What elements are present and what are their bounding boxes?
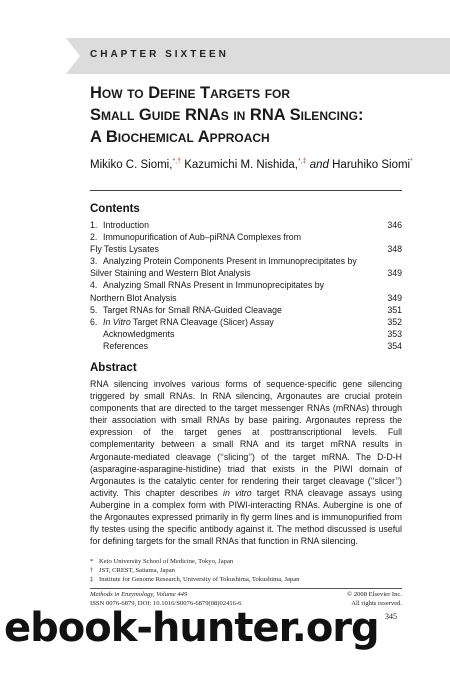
- toc-title: Analyzing Protein Components Present in Immunoprecipitates by: [103, 256, 357, 267]
- toc-entry: [90, 231, 402, 243]
- chapter-banner-notch: [66, 38, 80, 74]
- author-name: Kazumichi M. Nishida,: [184, 158, 298, 171]
- toc-entry: [90, 219, 402, 231]
- toc-number: 4.: [90, 280, 98, 291]
- toc-number: 1.: [90, 220, 98, 230]
- footnotes: [90, 557, 402, 584]
- abstract-italic: in vitro: [223, 487, 252, 498]
- footnote: [90, 566, 402, 575]
- toc-page: 353: [387, 328, 402, 339]
- toc-title: Analyzing Small RNAs Present in Immunoprecipitates by: [103, 280, 324, 291]
- author-name: Mikiko C. Siomi,: [90, 158, 173, 171]
- rights: All rights reserved.: [351, 599, 402, 607]
- toc-title: Target RNA Cleavage (Slicer) Assay: [130, 316, 274, 327]
- footnote-mark: †: [90, 567, 94, 574]
- toc-page: 351: [387, 304, 402, 315]
- affiliation-marks: *: [410, 158, 413, 165]
- chapter-title: [90, 82, 430, 148]
- toc-page: 352: [387, 316, 402, 327]
- page-number: 345: [385, 612, 397, 621]
- toc-page: 346: [387, 220, 402, 230]
- toc-entry: [90, 243, 402, 255]
- toc-entry: [90, 316, 402, 328]
- toc-title: Silver Staining and Western Blot Analysis: [90, 268, 251, 279]
- toc-entry: [90, 328, 402, 340]
- toc-title: Fly Testis Lysates: [90, 244, 159, 255]
- toc-entry: [90, 292, 402, 304]
- journal-volume: Methods in Enzymology, Volume 449: [90, 591, 188, 598]
- toc-title: Target RNAs for Small RNA-Guided Cleavage: [103, 304, 282, 315]
- footer-divider: [90, 588, 402, 589]
- title-line: Small Guide RNAs in RNA Silencing:: [90, 106, 364, 124]
- footnote-text: JST, CREST, Saitama, Japan: [99, 567, 175, 574]
- toc-number: 2.: [90, 232, 98, 243]
- chapter-label: CHAPTER SIXTEEN: [90, 49, 229, 60]
- toc-title: Introduction: [103, 220, 149, 230]
- toc-number: 3.: [90, 256, 98, 267]
- toc-number: 6.: [90, 316, 98, 327]
- author-name: Haruhiko Siomi: [332, 158, 411, 171]
- toc-entry: [90, 255, 402, 267]
- toc-entry: [90, 304, 402, 316]
- toc-page: 349: [387, 268, 402, 279]
- title-line: How to Define Targets for: [90, 84, 291, 102]
- issn-doi: ISSN 0076-6879, DOI: 10.1016/S0076-6879(08)02416-6: [90, 599, 242, 607]
- toc-title: Acknowledgments: [103, 328, 175, 339]
- toc-page: 349: [387, 292, 402, 303]
- watermark: ebook-hunter.org: [4, 605, 379, 651]
- toc-entry: [90, 279, 402, 291]
- toc-title: References: [103, 340, 148, 351]
- journal-row: [90, 591, 402, 600]
- title-line: A Biochemical Approach: [90, 128, 270, 146]
- toc-number: 5.: [90, 304, 98, 315]
- toc-title-italic: In Vitro: [103, 316, 131, 327]
- abstract-heading: Abstract: [90, 362, 137, 374]
- toc-entry: [90, 340, 402, 352]
- footnote-mark: *: [90, 558, 94, 565]
- toc-page: 348: [387, 244, 402, 255]
- abstract-text: target RNA cleavage assays using Aubergine in a complex form with PIWI-interacting RNAs. Aubergine is one of the Argonautes expressed primarily in fly germ lines and is immunopurified from fly testes using the specific antibody against it. The method discussed is useful for defining targets for the small RNAs that function in RNA silencing.: [90, 487, 402, 547]
- footnote-mark: ‡: [90, 576, 94, 583]
- author-conjunction: and: [309, 158, 329, 171]
- contents-heading: Contents: [90, 203, 140, 215]
- copyright: © 2008 Elsevier Inc.: [347, 591, 402, 598]
- toc-page: 354: [387, 340, 402, 351]
- footnote: [90, 575, 402, 584]
- abstract-body: [90, 378, 402, 547]
- affiliation-marks: *,†: [172, 158, 181, 165]
- divider: [90, 190, 402, 191]
- footnote-text: Keio University School of Medicine, Tokyo, Japan: [99, 558, 234, 565]
- author-list: [90, 158, 440, 171]
- toc-title: Northern Blot Analysis: [90, 292, 177, 303]
- footnote: [90, 557, 402, 566]
- toc-title: Immunopurification of Aub–piRNA Complexes from: [103, 232, 302, 243]
- abstract-text: RNA silencing involves various forms of sequence-specific gene silencing triggered by small RNAs. In RNA silencing, Argonautes are crucial protein components that are directed to the target messenger RNAs (mRNAs) through their association with small RNAs by base pairing. Argonautes repress the expression of the target genes at posttranscriptional levels. Full complementarity between a small RNA and its target mRNA results in Argonaute-mediated cleavage (‘‘slicing’’) of the target mRNA. The D-D-H (asparagine-asparagine-histidine) triad that exists in the PIWI domain of Argonautes is the catalytic center for rendering their target cleavage (‘‘slicer’’) activity. This chapter describes: [90, 379, 402, 498]
- footnote-text: Institute for Genome Research, University of Tokushima, Tokushima, Japan: [99, 576, 300, 583]
- affiliation-marks: *,‡: [297, 158, 307, 165]
- table-of-contents: [90, 219, 402, 352]
- toc-entry: [90, 267, 402, 279]
